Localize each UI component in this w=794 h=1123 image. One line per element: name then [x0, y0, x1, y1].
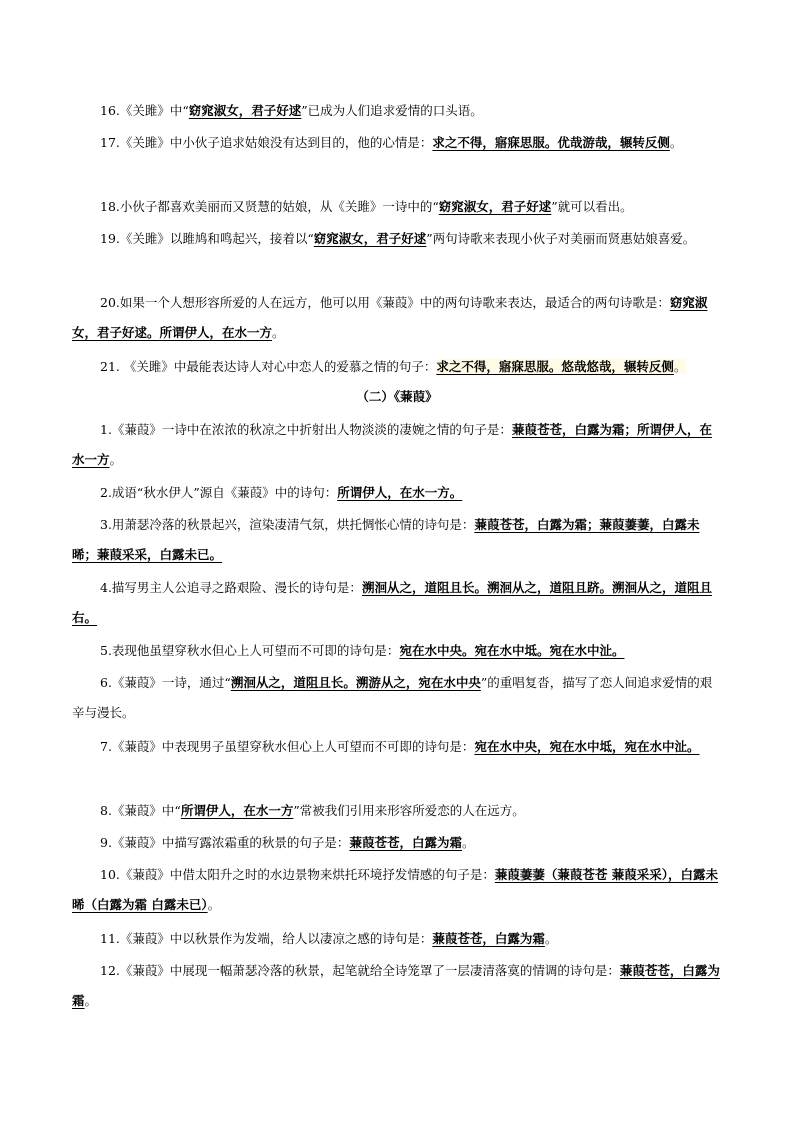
item-text: 。: [84, 993, 98, 1008]
answer-text: 求之不得，寤寐思服。优哉游哉，辗转反侧: [432, 135, 670, 150]
answer-text: 窈窕淑女，君子好逑。所谓伊人，在水一方: [72, 295, 708, 340]
item-b7: [72, 732, 722, 762]
quoted-answer: 所谓伊人，在水一方: [180, 803, 294, 818]
answer-text: 宛在水中央，宛在水中坻，宛在水中沚。: [474, 739, 700, 754]
item-text: 。: [673, 359, 687, 374]
item-text: 。: [669, 135, 683, 150]
item-b8: [72, 796, 722, 826]
item-text: 7.《蒹葭》中表现男子虽望穿秋水但心上人可望而不可即的诗句是：: [100, 739, 475, 754]
item-17: [72, 128, 722, 158]
item-b12: [72, 956, 722, 1016]
item-b10: [72, 860, 722, 920]
item-text: 6.《蒹葭》一诗，通过“: [100, 675, 231, 690]
answer-text: 蒹葭苍苍，白露为霜；所谓伊人，在水一方: [72, 422, 712, 467]
item-b9: [72, 828, 722, 858]
answer-text: 蒹葭苍苍，白露为霜；蒹葭萋萋，白露未晞；蒹葭采采，白露未已。: [72, 517, 700, 562]
item-text: ”的重唱复沓，描写了恋人间追求爱情的艰辛与漫长。: [72, 675, 713, 720]
item-text: 。: [272, 325, 285, 340]
quoted-answer: 窈窕淑女，君子好逑: [438, 199, 552, 214]
item-text: 12.《蒹葭》中展现一幅萧瑟冷落的秋景，起笔就给全诗笼罩了一层凄清落寞的情调的诗句是：: [100, 963, 620, 978]
item-text: 10.《蒹葭》中借太阳升之时的水边景物来烘托环境抒发情感的句子是：: [100, 867, 495, 882]
item-18: [72, 192, 722, 222]
item-20: [72, 288, 722, 348]
quoted-answer: 溯洄从之，道阻且长。溯游从之，宛在水中央: [230, 675, 481, 690]
item-text: 9.《蒹葭》中描写露浓霜重的秋景的句子是：: [100, 835, 350, 850]
item-19: [72, 224, 722, 254]
item-b4: [72, 573, 722, 633]
item-text: ”常被我们引用来形容所爱恋的人在远方。: [293, 803, 525, 818]
item-text: ”两句诗歌来表现小伙子对美丽而贤惠姑娘喜爱。: [426, 231, 696, 246]
section-heading: （二）《蒹葭》: [356, 389, 438, 404]
item-b5: [72, 636, 722, 666]
item-text: 21. 《关雎》中最能表达诗人对心中恋人的爱慕之情的句子：: [100, 359, 437, 374]
item-b3: [72, 510, 722, 570]
item-text: 。: [109, 452, 123, 467]
answer-text: 蒹葭苍苍，白露为霜: [349, 835, 462, 850]
answer-text: 溯洄从之，道阻且长。溯洄从之，道阻且跻。溯洄从之，道阻且右。: [72, 580, 712, 625]
answer-text: 求之不得，寤寐思服。悠哉悠哉，辗转反侧: [436, 359, 674, 374]
answer-text: 蒹葭苍苍，白露为霜: [72, 963, 720, 1008]
item-text: 17.《关雎》中小伙子追求姑娘没有达到目的，他的心情是：: [100, 135, 433, 150]
answer-text: 宛在水中央。宛在水中坻。宛在水中沚。: [399, 643, 625, 658]
item-b6: [72, 668, 722, 728]
item-text: 。: [207, 897, 221, 912]
quoted-answer: 窈窕淑女，君子好逑: [313, 231, 427, 246]
item-text: 8.《蒹葭》中“: [100, 803, 181, 818]
quoted-answer: 窈窕淑女，君子好逑: [188, 103, 302, 118]
item-21: [72, 352, 722, 382]
item-text: ”就可以看出。: [551, 199, 633, 214]
item-text: 19.《关雎》以雎鸠和鸣起兴，接着以“: [100, 231, 314, 246]
item-text: 。: [461, 835, 475, 850]
item-text: 2.成语“秋水伊人”源自《蒹葭》中的诗句：: [100, 485, 338, 500]
item-b1: [72, 415, 722, 475]
item-b2: [72, 478, 722, 508]
item-text: 4.描写男主人公追寻之路艰险、漫长的诗句是：: [100, 580, 362, 595]
item-text: 。: [544, 931, 558, 946]
item-text: 20.如果一个人想形容所爱的人在远方，他可以用《蒹葭》中的两句诗歌来表达，最适合的两句诗歌是：: [100, 295, 670, 310]
item-text: 16.《关雎》中“: [100, 103, 189, 118]
item-16: [72, 96, 722, 126]
item-text: 1.《蒹葭》一诗中在浓浓的秋凉之中折射出人物淡淡的凄婉之情的句子是：: [100, 422, 512, 437]
item-text: 18.小伙子都喜欢美丽而又贤慧的姑娘，从《关雎》一诗中的“: [100, 199, 439, 214]
item-text: 5.表现他虽望穿秋水但心上人可望而不可即的诗句是：: [100, 643, 400, 658]
answer-text: 所谓伊人，在水一方。: [337, 485, 463, 500]
item-text: 11.《蒹葭》中以秋景作为发端，给人以凄凉之感的诗句是：: [100, 931, 433, 946]
item-text: ”已成为人们追求爱情的口头语。: [301, 103, 483, 118]
item-b11: [72, 924, 722, 954]
answer-text: 蒹葭萋萋（蒹葭苍苍 蒹葭采采），白露未晞（白露为霜 白露未已）: [72, 867, 718, 912]
answer-text: 蒹葭苍苍，白露为霜: [432, 931, 545, 946]
item-text: 3.用萧瑟冷落的秋景起兴，渲染凄清气氛，烘托惆怅心情的诗句是：: [100, 517, 475, 532]
